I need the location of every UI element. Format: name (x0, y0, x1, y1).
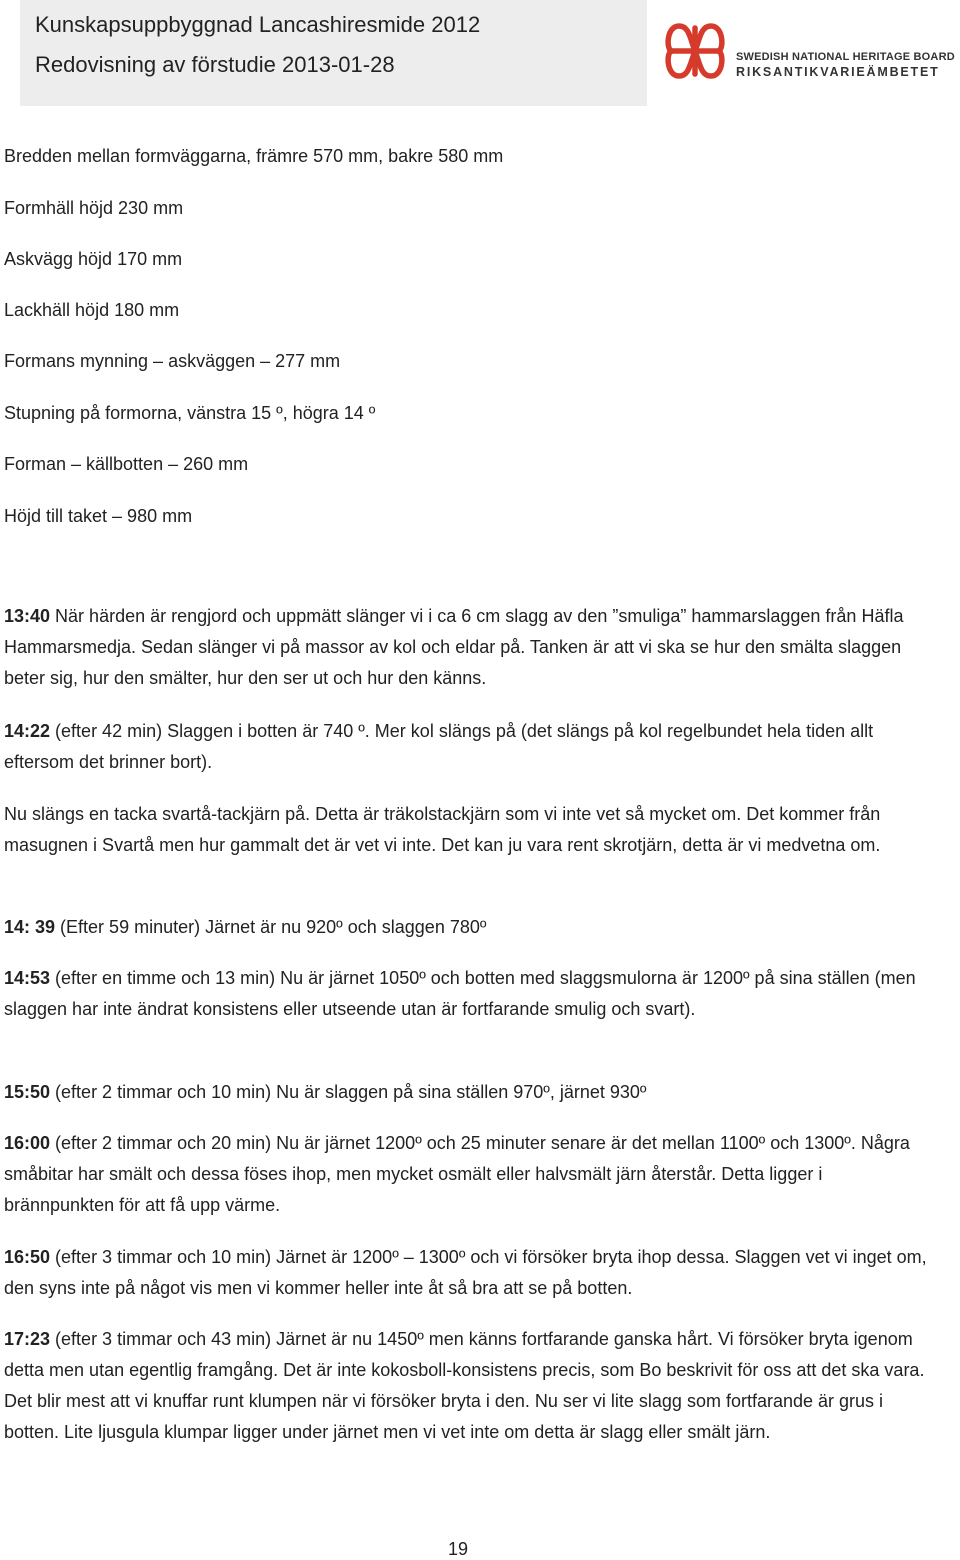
log-entry (4, 601, 934, 694)
header-subtitle: Redovisning av förstudie 2013-01-28 (35, 52, 395, 77)
log-time: 17:23 (4, 1329, 51, 1349)
logo-text-swedish: RIKSANTIKVARIEÄMBETET (736, 65, 940, 79)
log-entry (4, 716, 934, 778)
logo-text-english: SWEDISH NATIONAL HERITAGE BOARD (736, 51, 955, 63)
log-time: 14:22 (4, 721, 51, 741)
log-text: (Efter 59 minuter) Järnet är nu 920º och slaggen 780º (55, 917, 487, 937)
log-time: 13:40 (4, 606, 51, 626)
log-time: 15:50 (4, 1082, 51, 1102)
spec-line: Formans mynning – askväggen – 277 mm (4, 351, 341, 371)
spec-line: Lackhäll höjd 180 mm (4, 300, 180, 320)
spec-line: Forman – källbotten – 260 mm (4, 454, 249, 474)
log-text: Nu slängs en tacka svartå-tackjärn på. Detta är träkolstackjärn som vi inte vet så mycket om. Det kommer från masugnen i Svartå men hur gammalt det är vet vi inte. Det kan ju vara rent skrotjärn, detta är vi medvetna om. (4, 804, 881, 855)
log-time: 16:50 (4, 1247, 51, 1267)
spec-line: Bredden mellan formväggarna, främre 570 mm, bakre 580 mm (4, 146, 504, 166)
log-text: (efter 3 timmar och 10 min) Järnet är 1200º – 1300º och vi försöker bryta ihop dessa. Slaggen vet vi inget om, den syns inte på något vis men vi kommer heller inte åt så bra att se på botten. (4, 1247, 927, 1298)
log-time: 14: 39 (4, 917, 56, 937)
log-entry (4, 1128, 934, 1221)
log-text: (efter en timme och 13 min) Nu är järnet 1050º och botten med slaggsmulorna är 1200º på sina ställen (men slaggen har inte ändrat konsistens eller utseende utan är fortfarande smulig och svart). (4, 968, 916, 1019)
document-header (20, 0, 647, 106)
log-time: 16:00 (4, 1133, 51, 1153)
log-text: När härden är rengjord och uppmätt slänger vi i ca 6 cm slagg av den ”smuliga” hammarslaggen från Häfla Hammarsmedja. Sedan slänger vi på massor av kol och eldar på. Tanken är att vi ska se hur den smälta slaggen beter sig, hur den smälter, hur den ser ut och hur den känns. (4, 606, 904, 688)
spec-line: Formhäll höjd 230 mm (4, 198, 184, 218)
log-entry (4, 1324, 934, 1448)
page-number: 19 (448, 1539, 469, 1559)
log-entry (4, 912, 934, 943)
log-text: (efter 42 min) Slaggen i botten är 740 º. Mer kol slängs på (det slängs på kol regelbundet hela tiden allt eftersom det brinner bort). (4, 721, 874, 772)
log-time: 14:53 (4, 968, 51, 988)
spec-line: Stupning på formorna, vänstra 15 º, högra 14 º (4, 403, 376, 423)
log-entry (4, 963, 934, 1025)
log-entry (4, 1242, 934, 1304)
log-entry (4, 1077, 934, 1108)
log-entry (4, 799, 934, 861)
spec-line: Höjd till taket – 980 mm (4, 506, 193, 526)
raa-knot-logo-icon (662, 18, 728, 84)
spec-line: Askvägg höjd 170 mm (4, 249, 183, 269)
header-title: Kunskapsuppbyggnad Lancashiresmide 2012 (35, 12, 481, 37)
log-text: (efter 2 timmar och 10 min) Nu är slaggen på sina ställen 970º, järnet 930º (50, 1082, 647, 1102)
raa-logo (662, 18, 960, 88)
log-text: (efter 3 timmar och 43 min) Järnet är nu 1450º men känns fortfarande ganska hårt. Vi försöker bryta igenom detta men utan egentlig framgång. Det är inte kokosboll-konsistens precis, som Bo beskrivit för oss att det ska vara. Det blir mest att vi knuffar runt klumpen när vi försöker bryta i den. Nu ser vi lite slagg som fortfarande är grus i botten. Lite ljusgula klumpar ligger under järnet men vi vet inte om detta är slagg eller smält järn. (4, 1329, 925, 1442)
log-text: (efter 2 timmar och 20 min) Nu är järnet 1200º och 25 minuter senare är det mellan 1100º och 1300º. Några småbitar har smält och dessa föses ihop, men mycket osmält eller halvsmält järn återstår. Detta ligger i brännpunkten för att få upp värme. (4, 1133, 910, 1215)
